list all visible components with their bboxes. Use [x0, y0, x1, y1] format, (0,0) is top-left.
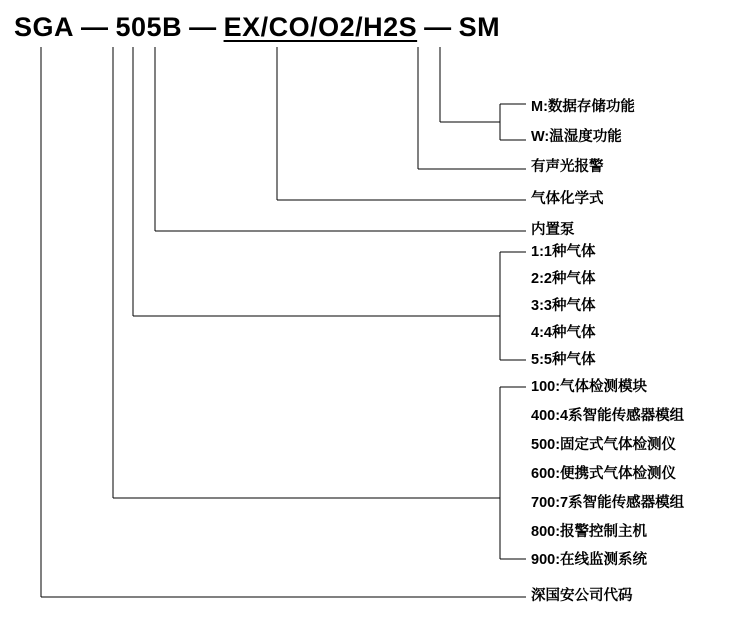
branch-label-model-900: 900:在线监测系统 — [531, 552, 648, 568]
branch-label-temp-humidity: W:温湿度功能 — [531, 129, 622, 145]
branch-label-gas-formula: 气体化学式 — [531, 191, 604, 207]
code-segment-505b: 505B — [115, 12, 183, 42]
branch-label-model-700: 700:7系智能传感器模组 — [531, 495, 685, 511]
branch-label-built-in-pump: 内置泵 — [531, 222, 575, 238]
code-separator: — — [189, 12, 217, 42]
code-separator: — — [424, 12, 452, 42]
branch-label-model-800: 800:报警控制主机 — [531, 524, 648, 540]
code-segment-sga: SGA — [14, 12, 75, 42]
branch-label-model-500: 500:固定式气体检测仪 — [531, 437, 677, 453]
branch-label-model-100: 100:气体检测模块 — [531, 379, 648, 395]
branch-label-company-code: 深国安公司代码 — [531, 588, 633, 604]
branch-label-model-400: 400:4系智能传感器模组 — [531, 408, 685, 424]
branch-label-gas-count-3: 3:3种气体 — [531, 298, 596, 314]
code-segment-sm: SM — [458, 12, 501, 42]
code-segment-gases: EX/CO/O2/H2S — [223, 12, 418, 42]
code-separator: — — [81, 12, 109, 42]
branch-label-model-600: 600:便携式气体检测仪 — [531, 466, 677, 482]
branch-label-audible-alarm: 有声光报警 — [531, 159, 604, 175]
product-code-title — [14, 12, 500, 43]
branch-label-gas-count-5: 5:5种气体 — [531, 352, 596, 368]
branch-label-data-storage: M:数据存储功能 — [531, 99, 635, 115]
branch-label-gas-count-2: 2:2种气体 — [531, 271, 596, 287]
branch-label-gas-count-4: 4:4种气体 — [531, 325, 596, 341]
branch-label-gas-count-1: 1:1种气体 — [531, 244, 596, 260]
